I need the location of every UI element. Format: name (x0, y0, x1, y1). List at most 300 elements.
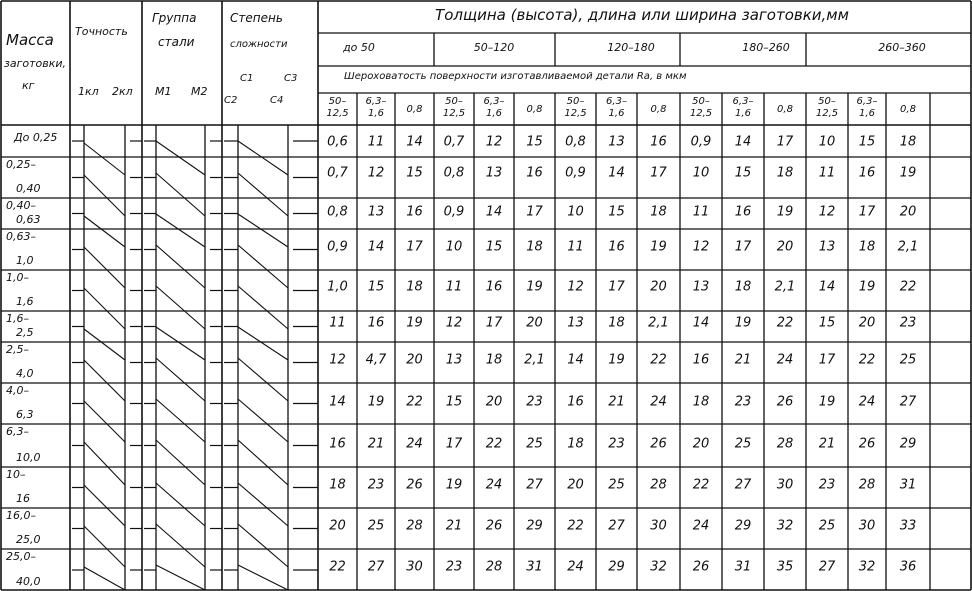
accuracy-diagonal (84, 485, 125, 526)
steel-diagonal (156, 173, 205, 216)
mass-range-end: 0,40 (16, 182, 41, 195)
table-cell-value: 29 (734, 518, 752, 534)
accuracy-diagonal (84, 175, 125, 216)
table-cell-value: 15 (526, 134, 543, 150)
complexity-c4: С4 (270, 95, 284, 106)
mass-range-start: 6,3– (6, 425, 29, 438)
table-cell-value: 25 (899, 352, 917, 368)
table-cell-value: 22 (858, 352, 876, 368)
table-cell-value: 22 (899, 279, 917, 295)
table-cell-value: 18 (899, 134, 917, 150)
table-cell-value: 26 (858, 436, 876, 452)
roughness-subheader-line1: 6,3– (365, 96, 387, 107)
table-cell-value: 13 (485, 165, 503, 181)
table-cell-value: 31 (526, 559, 543, 575)
table-cell-value: 33 (899, 518, 917, 534)
steel-diagonal (156, 327, 205, 360)
table-cell-value: 28 (858, 477, 876, 493)
mass-range-start: 0,25– (6, 158, 36, 171)
table-cell-value: 18 (650, 204, 667, 220)
roughness-subheader-line1: 6,3– (856, 96, 878, 107)
steel-group-m2: М2 (191, 85, 208, 98)
accuracy-diagonal (84, 329, 125, 360)
table-cell-value: 18 (608, 315, 625, 331)
table-cell-value: 25 (608, 477, 625, 493)
accuracy-diagonal (84, 526, 125, 567)
table-cell-value: 18 (329, 477, 346, 493)
roughness-subheader-line1: 0,8 (650, 104, 667, 115)
table-cell-value: 11 (567, 239, 584, 255)
complexity-diagonal (238, 483, 288, 526)
roughness-subheader-line2: 12,5 (326, 108, 349, 119)
roughness-subheader-line2: 1,6 (859, 108, 875, 119)
table-cell-value: 20 (899, 204, 917, 220)
table-cell-value: 0,9 (443, 204, 465, 220)
accuracy-diagonal (84, 360, 125, 401)
roughness-subheader (816, 96, 838, 120)
table-cell-value: 19 (406, 315, 423, 331)
table-cell-value: 20 (567, 477, 584, 493)
table-cell-value: 24 (485, 477, 503, 493)
table-cell-value: 12 (329, 352, 346, 368)
table-cell-value: 32 (858, 559, 876, 575)
table-cell-value: 17 (526, 204, 543, 220)
mass-range-start: 16,0– (6, 509, 36, 522)
roughness-subheader-line1: 50– (692, 96, 710, 107)
table-cell-value: 18 (567, 436, 584, 452)
roughness-subheader-line1: 6,3– (732, 96, 754, 107)
complexity-c3: С3 (284, 73, 298, 84)
table-cell-value: 15 (818, 315, 836, 331)
table-cell-value: 19 (608, 352, 625, 368)
table-cell-value: 36 (899, 559, 917, 575)
table-cell-value: 13 (367, 204, 385, 220)
steel-diagonal (156, 524, 205, 567)
table-cell-value: 13 (567, 315, 584, 331)
table-cell-value: 13 (608, 134, 625, 150)
steel-diagonal (156, 565, 205, 590)
roughness-subheader-line1: 0,8 (526, 104, 543, 115)
table-cell-value: 30 (858, 518, 876, 534)
table-cell-value: 19 (445, 477, 463, 493)
complexity-c2: С2 (224, 95, 238, 106)
table-cell-value: 14 (692, 315, 710, 331)
table-cell-value: 23 (608, 436, 625, 452)
table-cell-value: 18 (692, 394, 710, 410)
table-cell-value: 22 (692, 477, 710, 493)
mass-range-start: 0,40– (6, 199, 36, 212)
table-cell-value: 28 (485, 559, 503, 575)
table-cell-value: 11 (692, 204, 710, 220)
table-cell-value: 10 (445, 239, 463, 255)
table-cell-value: 17 (818, 352, 836, 368)
table-cell-value: 12 (367, 165, 385, 181)
table-cell-value: 18 (485, 352, 503, 368)
accuracy-diagonal (84, 442, 125, 485)
roughness-subheader (900, 104, 916, 116)
table-cell-value: 25 (526, 436, 543, 452)
table-cell-value: 27 (367, 559, 385, 575)
complexity-diagonal (238, 245, 288, 288)
mass-range-end: 2,5 (16, 326, 34, 339)
mass-range-end: 1,6 (16, 295, 34, 308)
table-cell-value: 15 (445, 394, 463, 410)
accuracy-class-2: 2кл (112, 85, 133, 98)
table-cell-value: 24 (858, 394, 876, 410)
mass-range-start: 10– (6, 468, 26, 481)
mass-range-end: 10,0 (16, 451, 41, 464)
table-cell-value: 0,9 (327, 239, 348, 255)
table-cell-value: 0,6 (327, 134, 348, 150)
table-cell-value: 13 (818, 239, 836, 255)
mass-range-start: 1,6– (6, 312, 29, 325)
thickness-range-3: 120–180 (607, 41, 655, 54)
table-cell-value: 19 (650, 239, 667, 255)
thickness-range-5: 260–360 (878, 41, 926, 54)
table-cell-value: 16 (650, 134, 667, 150)
roughness-header: Шероховатость поверхности изготавливаемой детали Ra, в мкм (344, 71, 687, 82)
steel-group-header-line2: стали (158, 35, 195, 49)
table-cell-value: 26 (650, 436, 667, 452)
table-cell-value: 10 (692, 165, 710, 181)
table-cell-value: 11 (329, 315, 346, 331)
table-cell-value: 14 (734, 134, 752, 150)
mass-range-end: 1,0 (16, 254, 34, 267)
table-cell-value: 17 (485, 315, 503, 331)
table-cell-value: 22 (567, 518, 584, 534)
complexity-diagonal (238, 214, 288, 247)
table-cell-value: 25 (818, 518, 836, 534)
table-cell-value: 0,7 (327, 165, 348, 181)
table-cell-value: 14 (608, 165, 625, 181)
table-cell-value: 32 (776, 518, 794, 534)
table-cell-value: 23 (734, 394, 752, 410)
accuracy-diagonal (84, 143, 125, 175)
table-cell-value: 13 (445, 352, 463, 368)
table-cell-value: 20 (406, 352, 423, 368)
table-cell-value: 35 (776, 559, 794, 575)
roughness-subheader (690, 96, 712, 120)
complexity-c1: С1 (240, 73, 254, 84)
steel-diagonal (156, 141, 205, 175)
table-cell-value: 18 (858, 239, 876, 255)
table-cell-value: 22 (406, 394, 423, 410)
table-cell-value: 16 (692, 352, 710, 368)
table-cell-value: 16 (329, 436, 346, 452)
roughness-subheader-line2: 12,5 (442, 108, 466, 119)
complexity-header-line2: сложности (230, 39, 288, 50)
table-cell-value: 12 (567, 279, 584, 295)
roughness-subheader (651, 104, 667, 116)
complexity-diagonal (238, 358, 288, 401)
mass-range-end: 25,0 (16, 533, 41, 546)
accuracy-diagonal (84, 401, 125, 442)
roughness-subheader (606, 96, 627, 120)
table-cell-value: 2,1 (648, 315, 669, 331)
table-cell-value: 21 (445, 518, 463, 534)
table-cell-value: 13 (692, 279, 710, 295)
table-cell-value: 16 (526, 165, 543, 181)
complexity-diagonal (238, 440, 288, 485)
table-cell-value: 27 (526, 477, 543, 493)
complexity-diagonal (238, 327, 288, 360)
table-cell-value: 24 (406, 436, 423, 452)
table-cell-value: 10 (818, 134, 836, 150)
steel-diagonal (156, 440, 205, 485)
roughness-subheader (366, 96, 387, 120)
table-cell-value: 29 (526, 518, 543, 534)
table-cell-value: 0,8 (443, 165, 465, 181)
table-cell-value: 0,9 (690, 134, 712, 150)
table-cell-value: 24 (567, 559, 584, 575)
mass-range-start: До 0,25 (14, 131, 58, 144)
roughness-subheader-line2: 1,6 (608, 108, 625, 119)
accuracy-header: Точность (75, 25, 128, 38)
steel-group-header-line1: Группа (152, 11, 197, 25)
table-cell-value: 11 (367, 134, 385, 150)
roughness-subheader (326, 96, 348, 120)
table-cell-value: 23 (526, 394, 543, 410)
roughness-subheader-line1: 0,8 (777, 104, 793, 115)
roughness-subheader-line2: 1,6 (735, 108, 751, 119)
table-cell-value: 18 (776, 165, 794, 181)
table-cell-value: 19 (734, 315, 752, 331)
table-cell-value: 14 (367, 239, 385, 255)
table-cell-value: 16 (608, 239, 625, 255)
steel-diagonal (156, 358, 205, 401)
mass-range-start: 1,0– (6, 271, 29, 284)
table-cell-value: 23 (818, 477, 836, 493)
table-cell-value: 2,1 (897, 239, 919, 255)
complexity-diagonal (238, 286, 288, 329)
roughness-subheader-line1: 0,8 (406, 104, 423, 115)
table-cell-value: 30 (406, 559, 423, 575)
table-cell-value: 16 (406, 204, 423, 220)
table-cell-value: 28 (406, 518, 423, 534)
table-cell-value: 16 (734, 204, 752, 220)
table-cell-value: 14 (329, 394, 346, 410)
accuracy-diagonal (84, 247, 125, 288)
thickness-header: Толщина (высота), длина или ширина заготовки,мм (435, 6, 849, 24)
table-cell-value: 17 (406, 239, 423, 255)
table-cell-value: 14 (406, 134, 423, 150)
table-cell-value: 24 (650, 394, 667, 410)
table-cell-value: 10 (567, 204, 584, 220)
table-cell-value: 23 (367, 477, 385, 493)
steel-group-m1: М1 (155, 85, 172, 98)
table-cell-value: 26 (776, 394, 794, 410)
roughness-subheader (857, 96, 878, 120)
table-cell-value: 30 (650, 518, 667, 534)
table-cell-value: 20 (776, 239, 794, 255)
table-cell-value: 22 (485, 436, 503, 452)
table-cell-value: 31 (734, 559, 752, 575)
roughness-subheader-line2: 12,5 (815, 108, 839, 119)
table-cell-value: 26 (485, 518, 503, 534)
mass-header-line2: заготовки, (4, 57, 67, 70)
table-cell-value: 19 (818, 394, 836, 410)
table-cell-value: 19 (776, 204, 794, 220)
table-cell-value: 16 (485, 279, 503, 295)
roughness-subheader-line1: 0,8 (900, 104, 916, 115)
table-cell-value: 30 (776, 477, 794, 493)
complexity-diagonal (238, 524, 288, 567)
table-cell-value: 24 (776, 352, 794, 368)
table-cell-value: 29 (608, 559, 625, 575)
table-cell-value: 27 (818, 559, 836, 575)
mass-range-end: 16 (16, 492, 30, 505)
table-cell-value: 16 (567, 394, 584, 410)
table-cell-value: 24 (692, 518, 710, 534)
complexity-header-line1: Степень (230, 11, 283, 25)
table-cell-value: 12 (445, 315, 463, 331)
complexity-diagonal (238, 565, 288, 590)
table-cell-value: 18 (734, 279, 752, 295)
table-cell-value: 27 (734, 477, 752, 493)
mass-range-end: 0,63 (16, 213, 41, 226)
table-cell-value: 2,1 (774, 279, 796, 295)
table-cell-value: 20 (650, 279, 667, 295)
table-cell-value: 0,9 (565, 165, 586, 181)
table-cell-value: 22 (650, 352, 667, 368)
table-cell-value: 32 (650, 559, 667, 575)
table-cell-value: 28 (776, 436, 794, 452)
roughness-subheader-line1: 6,3– (606, 96, 627, 107)
accuracy-diagonal (84, 216, 125, 247)
table-cell-value: 12 (692, 239, 710, 255)
table-cell-value: 19 (858, 279, 876, 295)
table-cell-value: 20 (329, 518, 346, 534)
table-cell-value: 17 (776, 134, 794, 150)
table-cell-value: 28 (650, 477, 667, 493)
table-cell-value: 0,8 (327, 204, 348, 220)
table-cell-value: 12 (818, 204, 836, 220)
table-cell-value: 15 (734, 165, 752, 181)
table-cell-value: 15 (406, 165, 423, 181)
thickness-range-2: 50–120 (473, 41, 515, 54)
table-cell-value: 26 (406, 477, 423, 493)
thickness-range-4: 180–260 (742, 41, 790, 54)
steel-diagonal (156, 483, 205, 526)
table-cell-value: 15 (485, 239, 503, 255)
table-cell-value: 21 (608, 394, 625, 410)
table-cell-value: 18 (406, 279, 423, 295)
table-cell-value: 14 (567, 352, 584, 368)
table-cell-value: 14 (818, 279, 836, 295)
table-cell-value: 0,7 (443, 134, 465, 150)
roughness-subheader-line1: 50– (328, 96, 347, 107)
table-cell-value: 17 (858, 204, 876, 220)
roughness-subheader-line2: 1,6 (486, 108, 502, 119)
table-cell-value: 19 (367, 394, 385, 410)
accuracy-diagonal (84, 288, 125, 329)
mass-range-start: 25,0– (6, 550, 36, 563)
roughness-subheader (527, 104, 543, 116)
table-cell-value: 2,1 (524, 352, 545, 368)
table-cell-value: 20 (526, 315, 543, 331)
complexity-diagonal (238, 173, 288, 216)
mass-range-end: 40,0 (16, 575, 41, 588)
table-cell-value: 20 (485, 394, 503, 410)
table-cell-value: 20 (692, 436, 710, 452)
table-cell-value: 15 (858, 134, 876, 150)
mass-range-end: 4,0 (16, 367, 34, 380)
table-cell-value: 21 (734, 352, 752, 368)
steel-diagonal (156, 399, 205, 442)
table-cell-value: 23 (445, 559, 463, 575)
table-cell-value: 25 (367, 518, 385, 534)
table-cell-value: 22 (776, 315, 794, 331)
roughness-subheader (443, 96, 465, 120)
roughness-subheader-line1: 50– (445, 96, 463, 107)
table-cell-value: 12 (485, 134, 503, 150)
table-cell-value: 16 (367, 315, 385, 331)
table-cell-value: 17 (445, 436, 463, 452)
table-cell-value: 26 (692, 559, 710, 575)
accuracy-diagonal (84, 567, 125, 590)
table-cell-value: 21 (367, 436, 385, 452)
table-cell-value: 29 (899, 436, 917, 452)
table-cell-value: 1,0 (327, 279, 348, 295)
complexity-diagonal (238, 141, 288, 175)
roughness-subheader-line2: 1,6 (368, 108, 384, 119)
table-cell-value: 19 (526, 279, 543, 295)
table-cell-value: 0,8 (565, 134, 586, 150)
mass-header-line1: Масса (6, 31, 54, 49)
table-cell-value: 11 (818, 165, 836, 181)
table-cell-value: 17 (650, 165, 667, 181)
roughness-subheader (484, 96, 505, 120)
mass-range-end: 6,3 (16, 408, 34, 421)
roughness-subheader-line1: 6,3– (483, 96, 505, 107)
accuracy-class-1: 1кл (78, 85, 99, 98)
roughness-subheader (733, 96, 754, 120)
steel-diagonal (156, 214, 205, 247)
table-cell-value: 25 (734, 436, 752, 452)
roughness-subheader (777, 104, 793, 116)
table-cell-value: 15 (608, 204, 625, 220)
table-cell-value: 15 (367, 279, 385, 295)
table-cell-value: 21 (818, 436, 836, 452)
table-cell-value: 4,7 (365, 352, 387, 368)
mass-range-start: 4,0– (6, 384, 29, 397)
table-cell-value: 17 (608, 279, 625, 295)
table-cell-value: 31 (899, 477, 917, 493)
table-cell-value: 16 (858, 165, 876, 181)
table-cell-value: 22 (329, 559, 346, 575)
table-cell-value: 27 (899, 394, 917, 410)
table-cell-value: 14 (485, 204, 503, 220)
table-cell-value: 20 (858, 315, 876, 331)
table-cell-value: 11 (445, 279, 463, 295)
roughness-subheader (407, 104, 423, 116)
roughness-subheader-line2: 12,5 (564, 108, 587, 119)
table-cell-value: 17 (734, 239, 752, 255)
steel-diagonal (156, 286, 205, 329)
table-cell-value: 27 (608, 518, 625, 534)
thickness-range-1: до 50 (343, 41, 375, 54)
steel-diagonal (156, 245, 205, 288)
roughness-subheader (564, 96, 586, 120)
table-cell-value: 23 (899, 315, 917, 331)
table-cell-value: 18 (526, 239, 543, 255)
table-cell-value: 19 (899, 165, 917, 181)
mass-range-start: 2,5– (6, 343, 29, 356)
roughness-subheader-line1: 50– (566, 96, 585, 107)
mass-range-start: 0,63– (6, 230, 36, 243)
roughness-subheader-line1: 50– (818, 96, 836, 107)
mass-header-line3: кг (22, 79, 35, 92)
